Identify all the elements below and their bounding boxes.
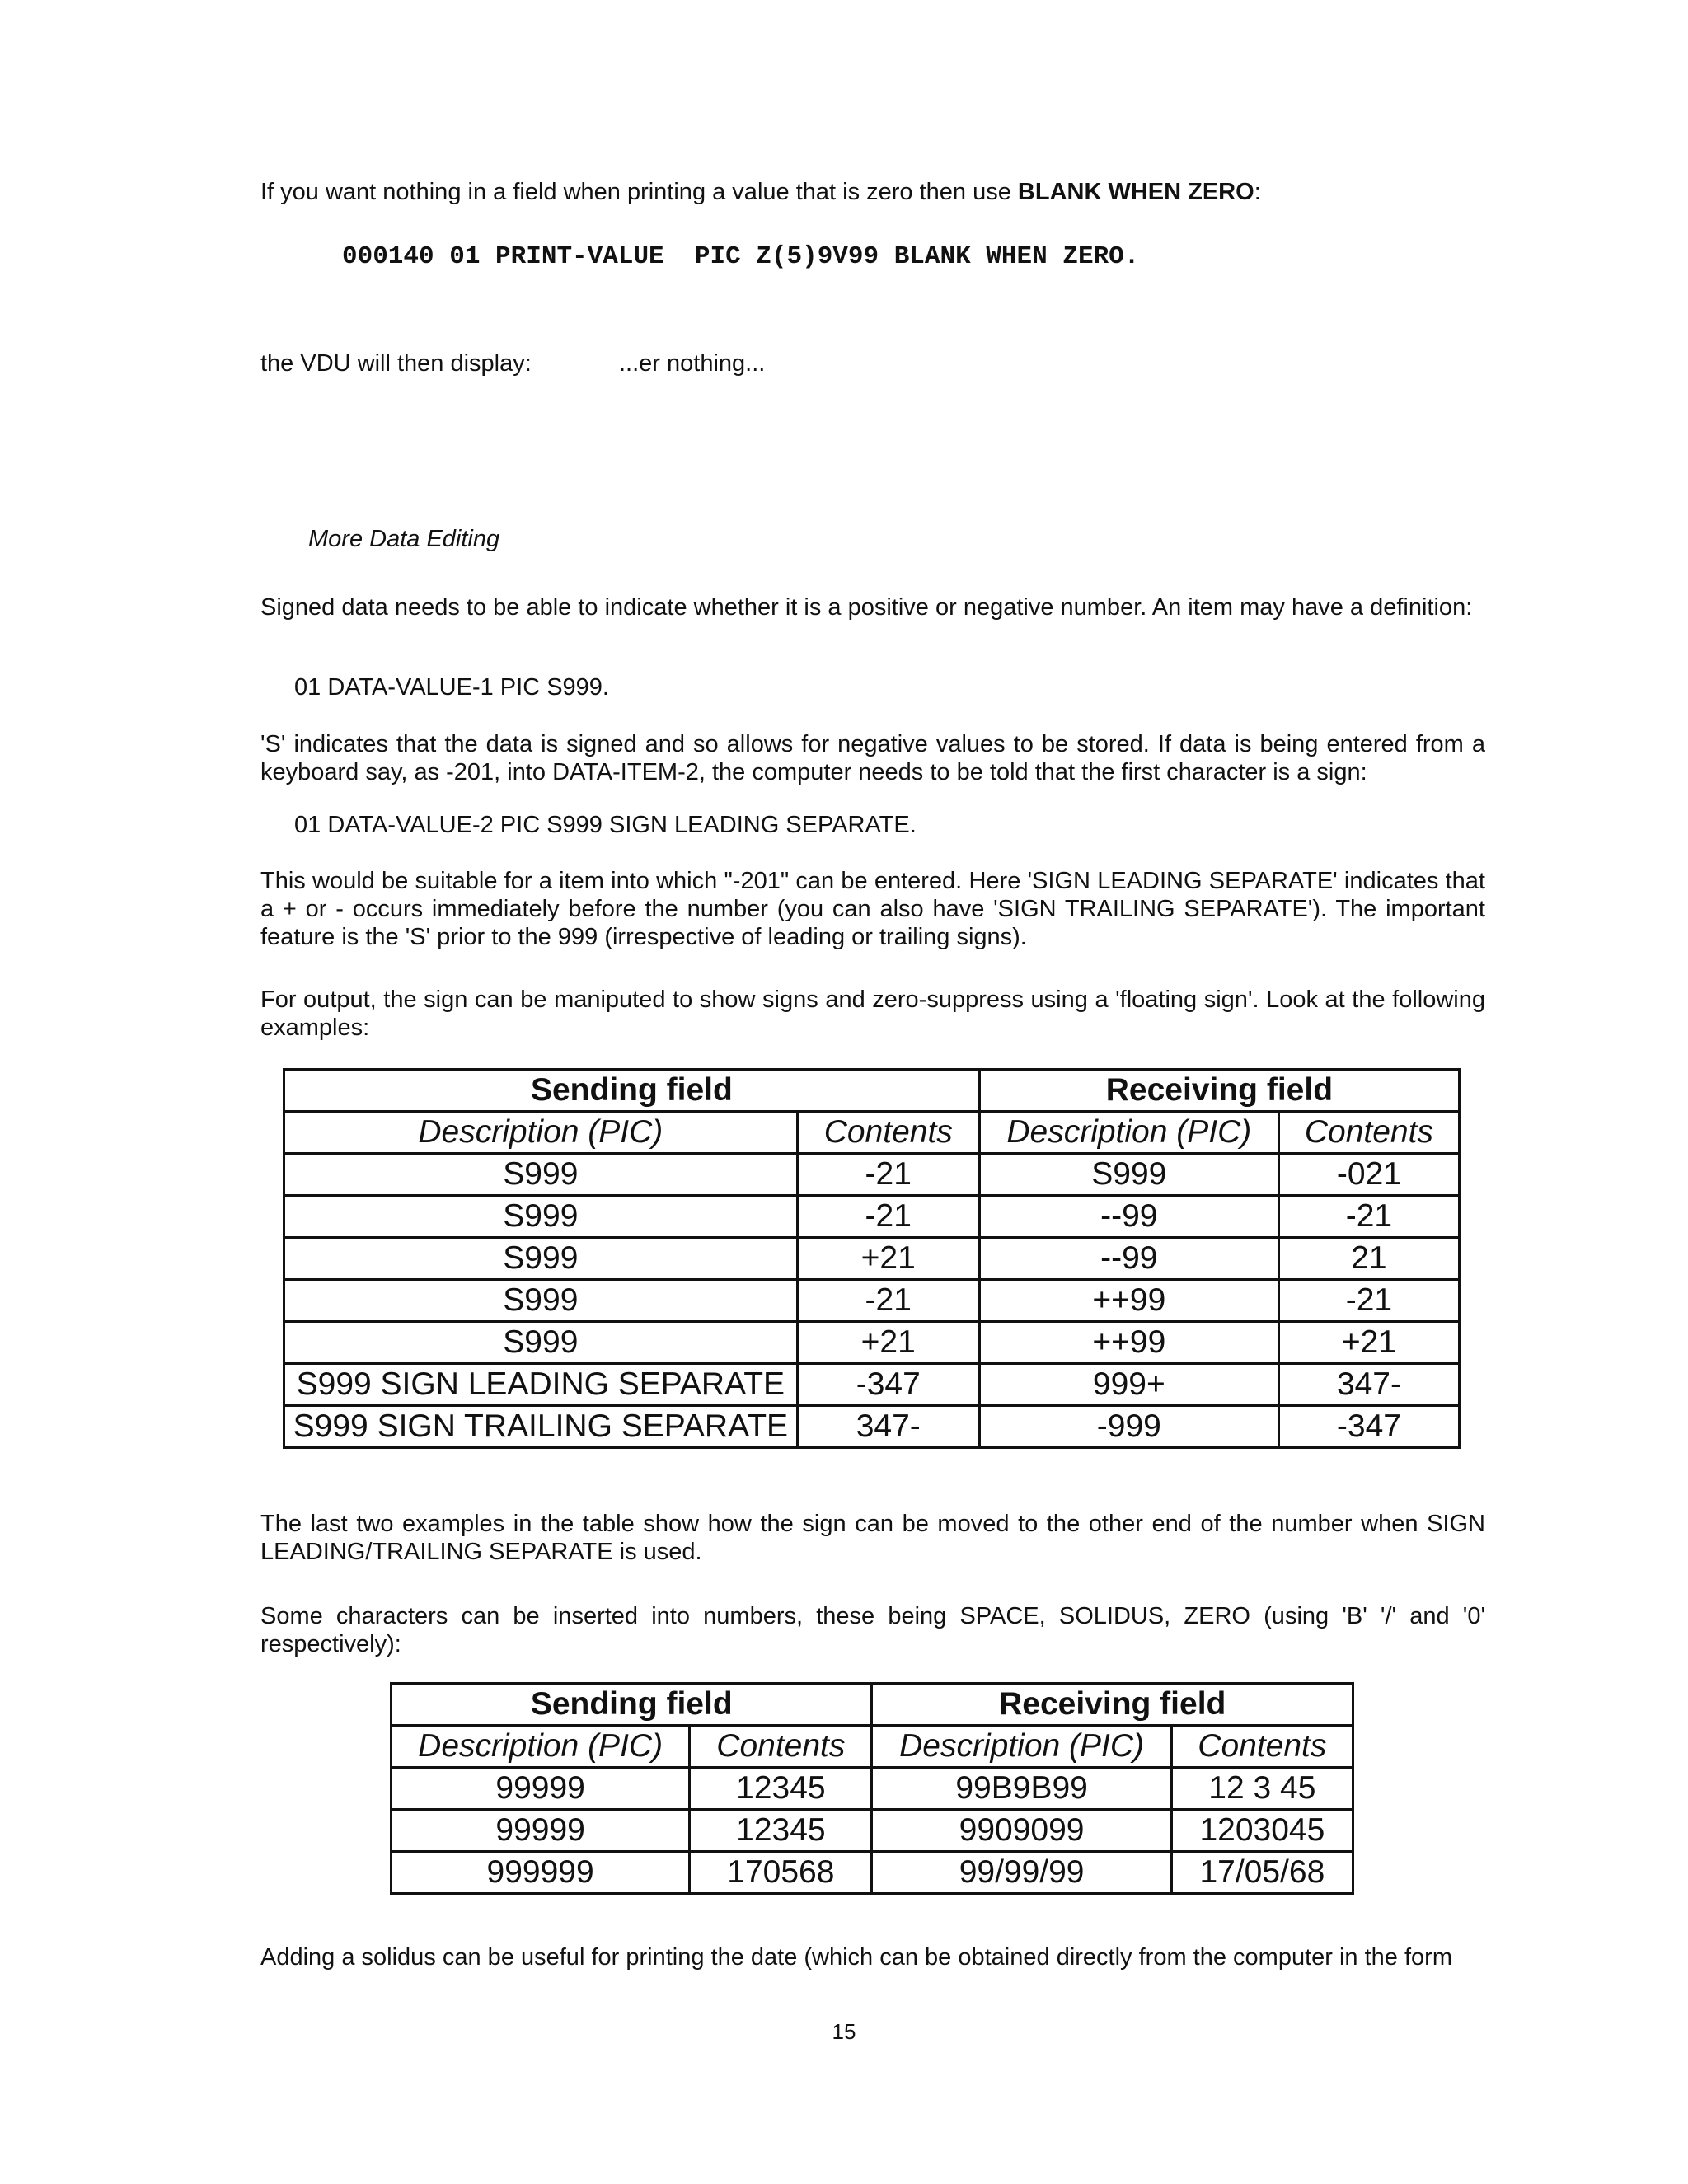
table-row [284,1280,1460,1322]
table-cell: S999 [284,1280,798,1322]
table-cell: S999 [284,1196,798,1238]
sign-explanation-paragraph: 'S' indicates that the data is signed and so allows for negative values to be stored. If data is being entered from a keyboard say, as -201, into DATA-ITEM-2, the computer needs to be told that the first character is a sign: [260,731,1485,785]
table-cell: -347 [1278,1406,1459,1448]
table-cell: ++99 [979,1280,1278,1322]
table-cell: 347- [797,1406,979,1448]
blank-when-zero-paragraph [260,178,1485,206]
page-number: 15 [832,2019,856,2044]
sending-field-header: Sending field [392,1684,872,1726]
insertion-table [390,1682,1354,1895]
table-cell: S999 [284,1238,798,1280]
sign-leading-separate-paragraph: This would be suitable for a item into which "-201" can be entered. Here 'SIGN LEADING SEPARATE' indicates that a + or - occurs immediately before the number (you can also have 'SIGN TRAILING SEPARATE'). The important feature is the 'S' prior to the 999 (irrespective of leading or trailing signs). [260,868,1485,950]
table-cell: 12345 [690,1810,872,1852]
table-row [392,1852,1353,1894]
table-cell: S999 [979,1154,1278,1196]
column-header: Contents [797,1112,979,1154]
table-cell: +21 [1278,1322,1459,1364]
table-row [392,1768,1353,1810]
para1-bold-term: BLANK WHEN ZERO [1017,179,1254,205]
table-cell: S999 SIGN TRAILING SEPARATE [284,1406,798,1448]
receiving-field-header: Receiving field [979,1070,1459,1112]
table-cell: -999 [979,1406,1278,1448]
column-header: Contents [690,1726,872,1768]
table-row [284,1322,1460,1364]
sending-field-header: Sending field [284,1070,980,1112]
table-cell: -21 [797,1196,979,1238]
table-sub-header-row [392,1726,1353,1768]
table-cell: -347 [797,1364,979,1406]
table-row [284,1406,1460,1448]
table-cell: 12 3 45 [1171,1768,1353,1810]
table-cell: S999 [284,1322,798,1364]
table-cell: -21 [1278,1196,1459,1238]
table-cell: 17/05/68 [1171,1852,1353,1894]
table-row [284,1154,1460,1196]
table-cell: 9909099 [872,1810,1171,1852]
section-heading: More Data Editing [308,526,500,552]
table-cell: 12345 [690,1768,872,1810]
definition-data-value-1: 01 DATA-VALUE-1 PIC S999. [294,674,609,701]
table-cell: 999+ [979,1364,1278,1406]
table-group-header-row [284,1070,1460,1112]
table-cell: S999 [284,1154,798,1196]
table-cell: +21 [797,1322,979,1364]
table-cell: +21 [797,1238,979,1280]
column-header: Contents [1171,1726,1353,1768]
table-sub-header-row [284,1112,1460,1154]
signed-data-paragraph: Signed data needs to be able to indicate whether it is a positive or negative number. An item may have a definition: [260,594,1473,621]
table-cell: 1203045 [1171,1810,1353,1852]
column-header: Contents [1278,1112,1459,1154]
solidus-date-paragraph: Adding a solidus can be useful for printing the date (which can be obtained directly from the computer in the form [260,1944,1452,1971]
definition-data-value-2: 01 DATA-VALUE-2 PIC S999 SIGN LEADING SEPARATE. [294,812,917,838]
column-header: Description (PIC) [979,1112,1278,1154]
table-cell: ++99 [979,1322,1278,1364]
table-row [284,1364,1460,1406]
table-group-header-row [392,1684,1353,1726]
table-cell: 347- [1278,1364,1459,1406]
table-cell: 21 [1278,1238,1459,1280]
floating-sign-table [283,1068,1461,1449]
table-row [392,1810,1353,1852]
code-example-print-value: 000140 01 PRINT-VALUE PIC Z(5)9V99 BLANK WHEN ZERO. [342,242,1140,271]
table-cell: --99 [979,1238,1278,1280]
floating-sign-paragraph: For output, the sign can be maniputed to show signs and zero-suppress using a 'floating sign'. Look at the following examples: [260,987,1485,1041]
column-header: Description (PIC) [392,1726,690,1768]
column-header: Description (PIC) [872,1726,1171,1768]
table-row [284,1238,1460,1280]
table-cell: -21 [797,1280,979,1322]
table-row [284,1196,1460,1238]
insertion-characters-paragraph: Some characters can be inserted into numbers, these being SPACE, SOLIDUS, ZERO (using 'B' '/' and '0' respectively): [260,1603,1485,1657]
table-cell: S999 SIGN LEADING SEPARATE [284,1364,798,1406]
table-cell: --99 [979,1196,1278,1238]
para1-text: If you want nothing in a field when printing a value that is zero then use [260,179,1018,205]
table-cell: 99/99/99 [872,1852,1171,1894]
table-cell: 170568 [690,1852,872,1894]
vdu-display-value: ...er nothing... [619,350,766,377]
table-cell: -21 [797,1154,979,1196]
column-header: Description (PIC) [284,1112,798,1154]
para1-colon: : [1254,179,1261,205]
table-cell: 99B9B99 [872,1768,1171,1810]
table-cell: -021 [1278,1154,1459,1196]
vdu-display-label: the VDU will then display: [260,350,532,377]
table-cell: 99999 [392,1810,690,1852]
table-cell: 99999 [392,1768,690,1810]
table-cell: -21 [1278,1280,1459,1322]
sign-move-paragraph: The last two examples in the table show how the sign can be moved to the other end of the number when SIGN LEADING/TRAILING SEPARATE is used. [260,1511,1485,1565]
table-cell: 999999 [392,1852,690,1894]
receiving-field-header: Receiving field [872,1684,1353,1726]
